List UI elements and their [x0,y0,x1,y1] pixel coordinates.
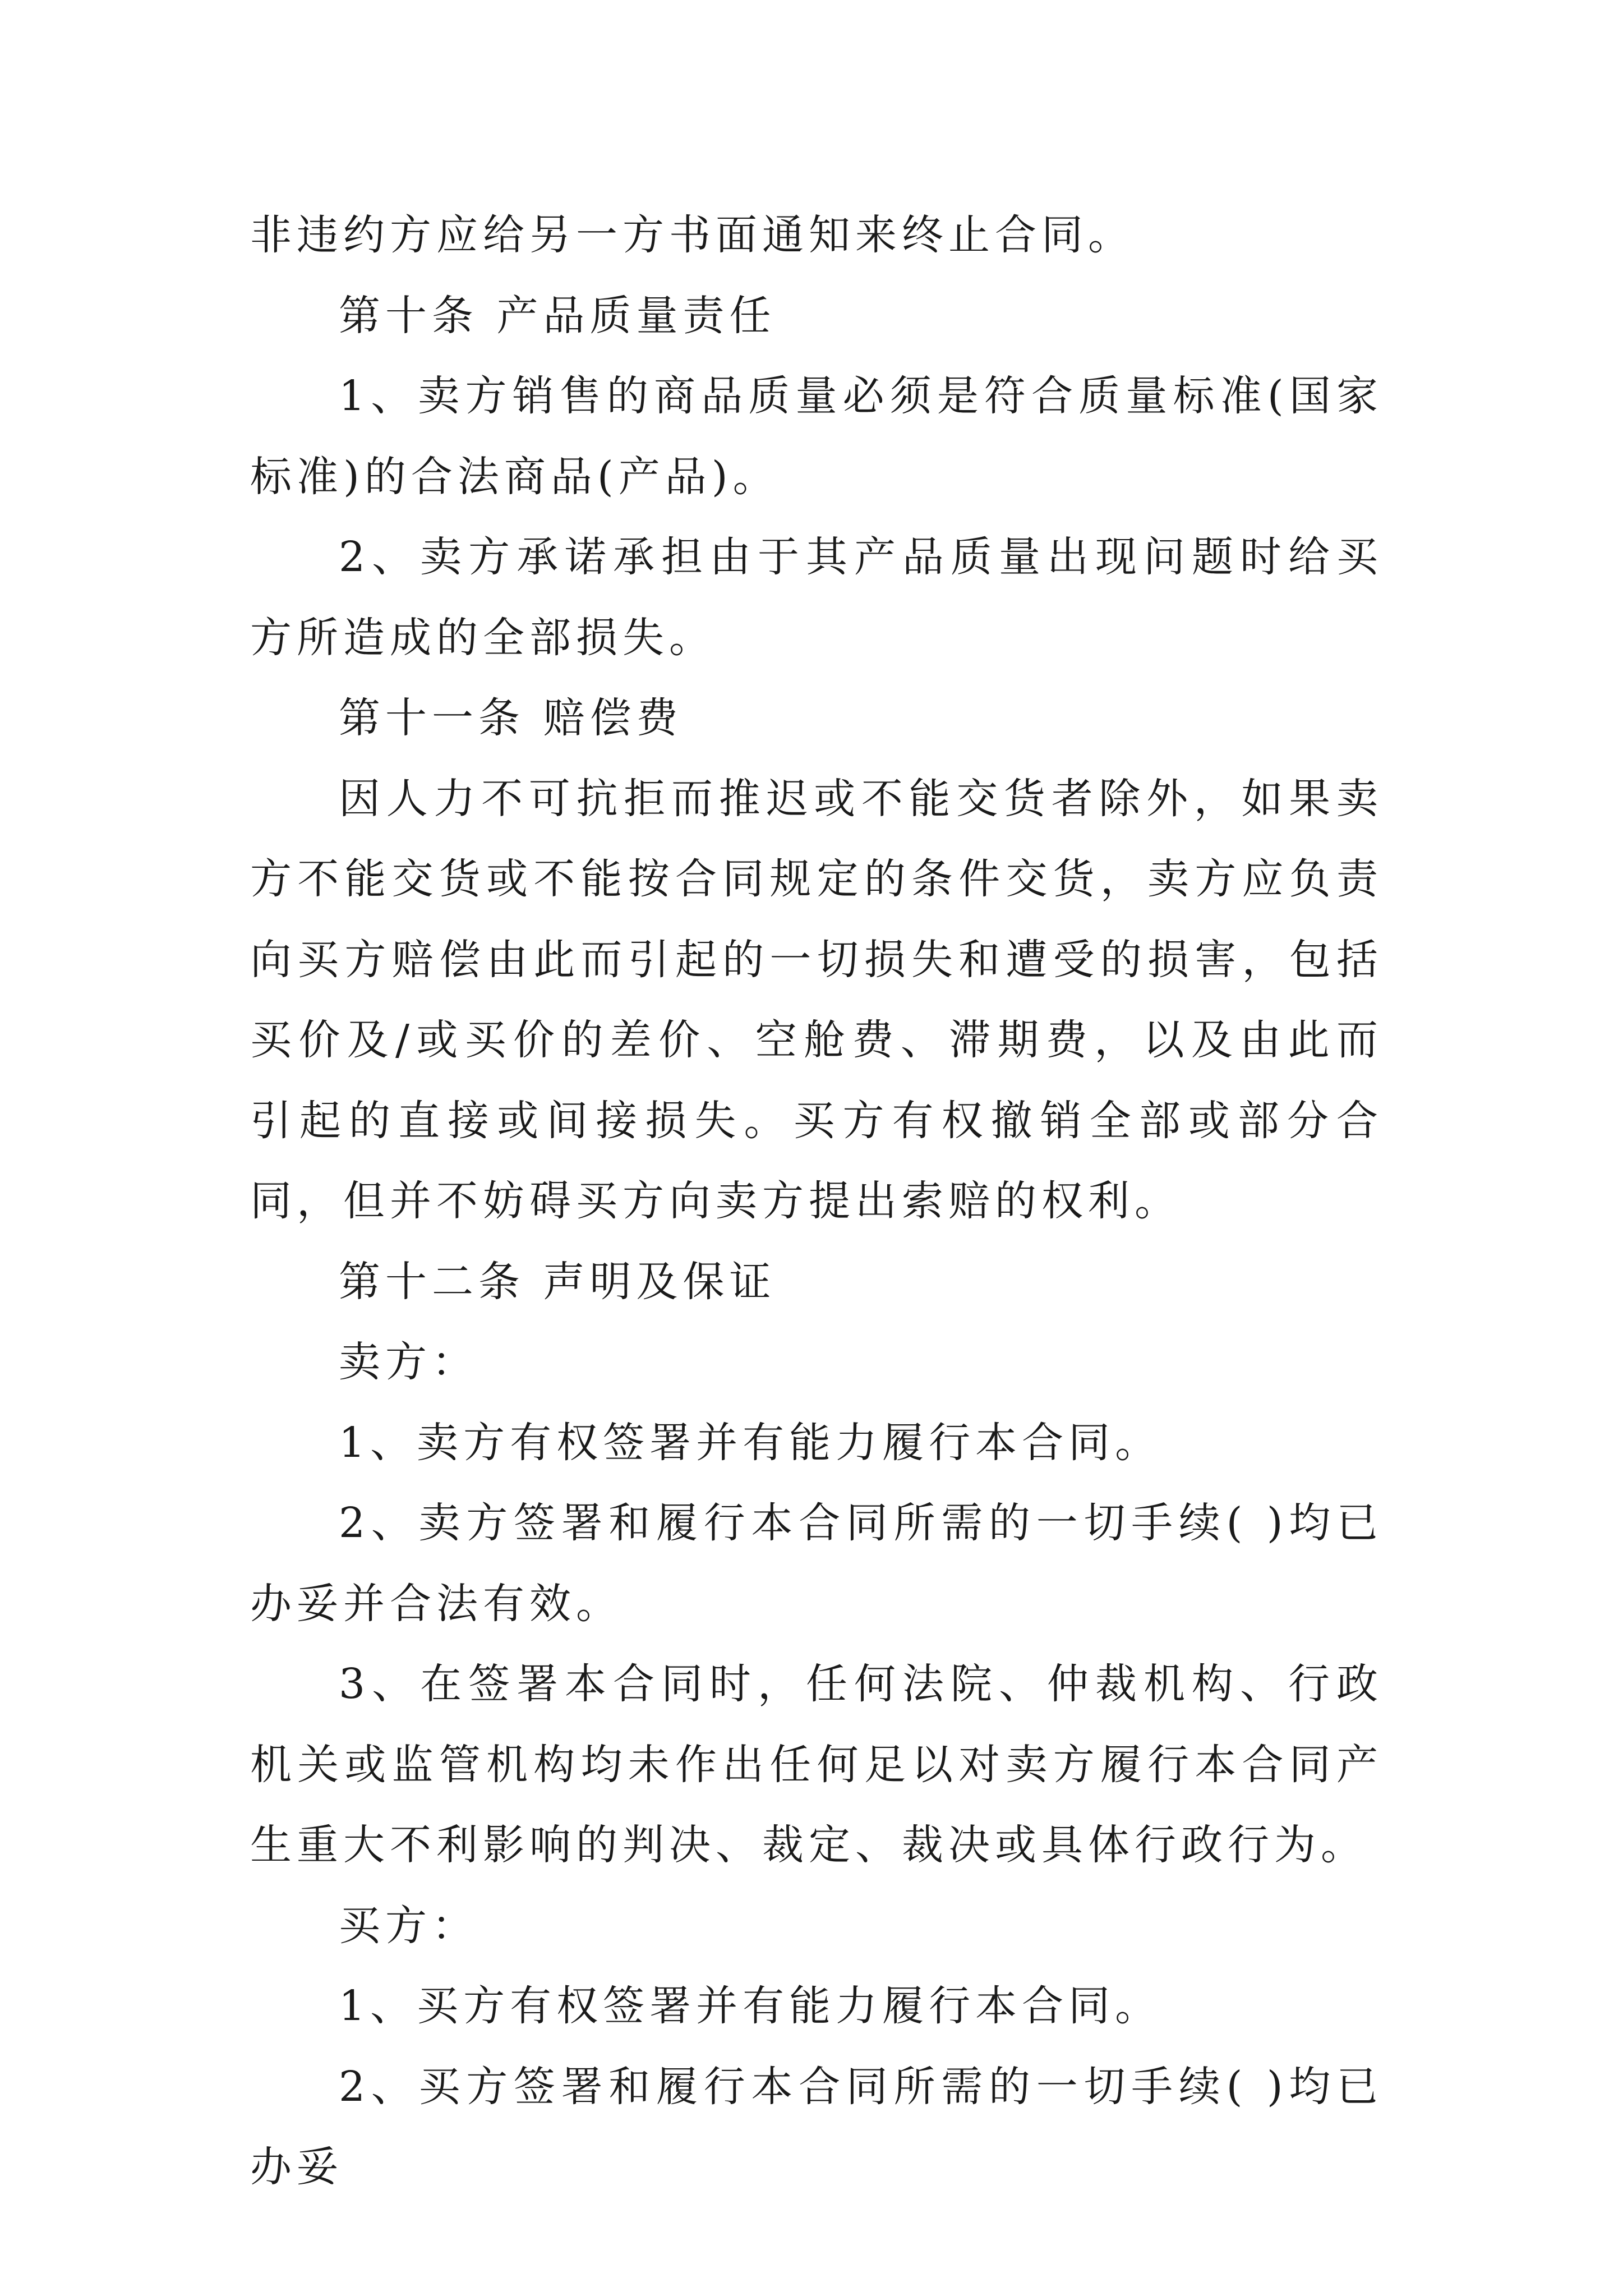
continuation-text: 非违约方应给另一方书面通知来终止合同。 [250,211,1135,259]
seller-clause-1: 1、卖方有权签署并有能力履行本合同。 [339,1418,1162,1467]
seller-clause-2: 2、卖方签署和履行本合同所需的一切手续( )均已办妥并合法有效。 [250,1499,1383,1628]
buyer-clause-2: 2、买方签署和履行本合同所需的一切手续( )均已办妥 [250,2062,1383,2191]
seller-clause-3: 3、在签署本合同时，任何法院、仲裁机构、行政机关或监管机构均未作出任何足以对卖方履行本合同产生重大不利影响的判决、裁定、裁决或具体行政行为。 [250,1660,1383,1869]
article-10-heading: 第十条 产品质量责任 [339,291,776,340]
seller-subheading: 卖方： [339,1338,478,1386]
buyer-clause-1: 1、买方有权签署并有能力履行本合同。 [339,1982,1162,2030]
article-11-heading: 第十一条 赔偿费 [339,694,683,742]
article-11-text: 因人力不可抗拒而推迟或不能交货者除外，如果卖方不能交货或不能按合同规定的条件交货，卖方应负责向买方赔偿由此而引起的一切损失和遭受的损害，包括买价及/或买价的差价、空舱费、滞期费，以及由此而引起的直接或间接损失。买方有权撤销全部或部分合同，但并不妨碍买方向卖方提出索赔的权利。 [250,774,1383,1225]
article-10-clause-2: 2、卖方承诺承担由于其产品质量出现问题时给买方所造成的全部损失。 [250,533,1383,662]
buyer-subheading: 买方： [339,1901,478,1950]
article-12-heading: 第十二条 声明及保证 [339,1257,776,1306]
article-10-clause-1: 1、卖方销售的商品质量必须是符合质量标准(国家标准)的合法商品(产品)。 [250,372,1383,501]
document-body [250,195,1383,2208]
